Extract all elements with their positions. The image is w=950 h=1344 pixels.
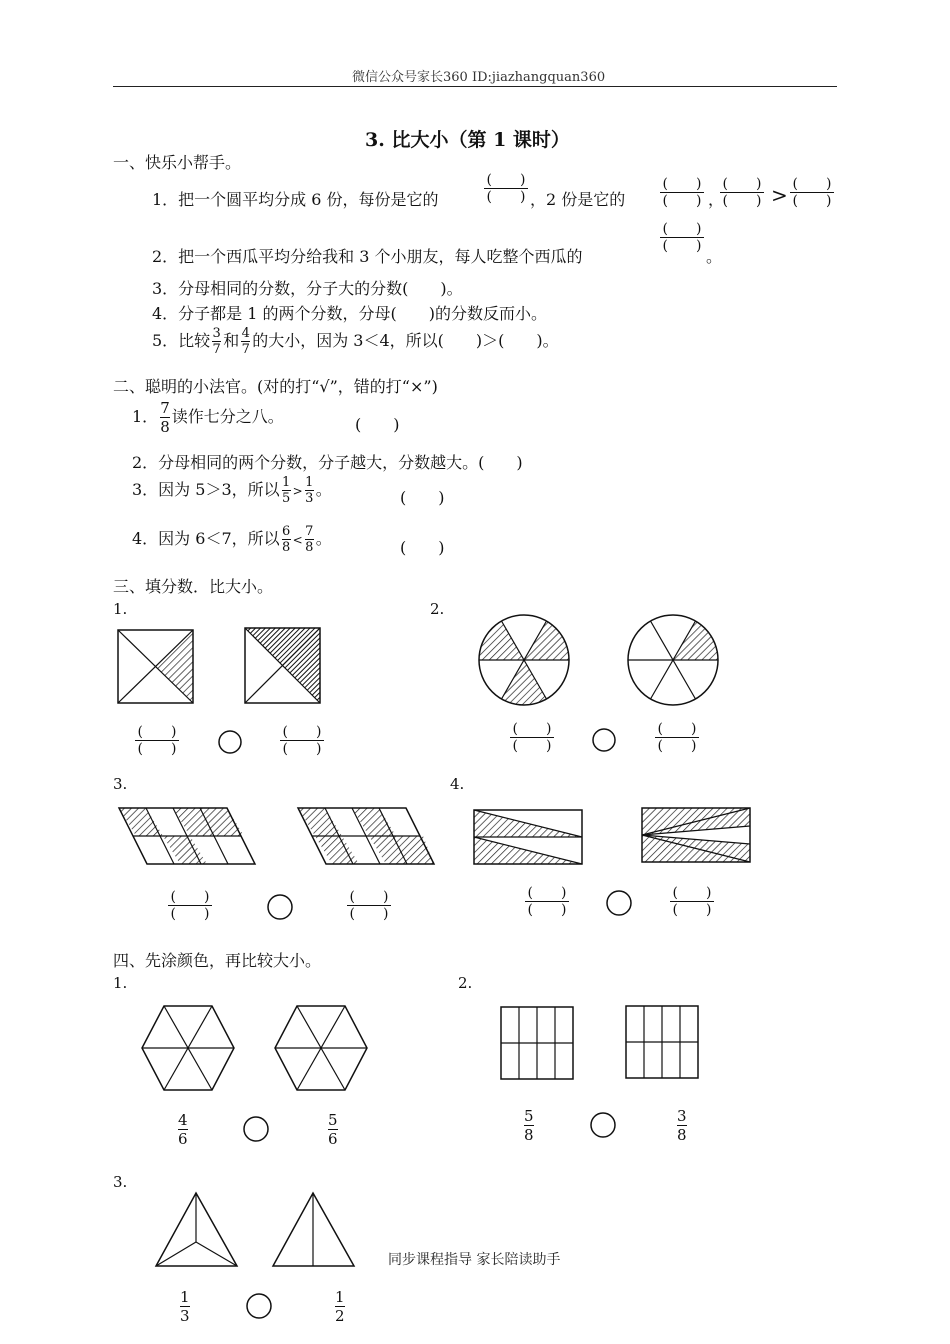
s3-p4-rectangle-left [474, 810, 584, 864]
s2-q1-number: 1． [132, 407, 159, 426]
blank-numerator: ( ) [527, 885, 567, 901]
fraction-numerator: 5 [524, 1107, 534, 1125]
s4-p2-compare-circle[interactable] [590, 1112, 616, 1138]
fraction-numerator: 6 [282, 524, 291, 539]
s3-p3-parallelogram-left [117, 808, 257, 864]
s1-q2-text-b: 。 [706, 247, 723, 266]
s1-q3: 3．分母相同的分数，分子大的分数( )。 [152, 279, 463, 298]
fraction-numerator: 3 [212, 326, 221, 341]
s3-p2-compare-circle[interactable] [592, 728, 616, 752]
s4-p2-fraction-right [675, 1108, 689, 1143]
s3-p2-circle-right [625, 614, 721, 706]
s4-p1-compare-circle[interactable] [243, 1116, 269, 1142]
fraction-numerator: 4 [178, 1111, 188, 1129]
s4-label-2: 2. [458, 974, 473, 992]
s3-label-4: 4. [450, 775, 465, 793]
section-1-heading: 一、快乐小帮手。 [113, 153, 242, 172]
header-divider [113, 86, 837, 87]
s3-p3-parallelogram-right [296, 808, 436, 864]
s3-p1-square-right [245, 628, 320, 703]
s1-q5-text-c: 的大小，因为 3＜4，所以( )＞( )。 [252, 331, 559, 350]
s3-p4-rectangle-right [642, 808, 752, 862]
fraction-numerator: 1 [305, 475, 314, 490]
s4-p3-fraction-right [333, 1289, 347, 1324]
blank-numerator: ( ) [662, 176, 702, 192]
s2-q3 [132, 476, 332, 505]
s2-q1-answer-blank[interactable]: ( ) [355, 415, 400, 434]
fraction-denominator: 5 [282, 491, 291, 506]
fraction-denominator: 3 [305, 491, 314, 506]
s1-q5-text-b: 和 [223, 331, 240, 350]
s1-q5 [152, 327, 559, 356]
blank-denominator: ( ) [349, 906, 389, 922]
s3-p4-blank-right[interactable] [670, 886, 714, 917]
s3-p1-compare-circle[interactable] [218, 730, 242, 754]
fraction-numerator: 1 [282, 475, 291, 490]
s1-q1-blank-4[interactable] [790, 177, 834, 208]
fraction-numerator: 1 [335, 1288, 345, 1306]
s2-q4-text-b: 。 [315, 529, 332, 548]
blank-denominator: ( ) [722, 193, 762, 209]
s4-p3-triangle-right[interactable] [272, 1192, 356, 1268]
fraction-denominator: 8 [524, 1126, 534, 1144]
blank-denominator: ( ) [792, 193, 832, 209]
fraction-numerator: 3 [677, 1107, 687, 1125]
s2-q3-text-b: 。 [315, 480, 332, 499]
s4-p1-hexagon-left[interactable] [141, 1005, 235, 1091]
blank-denominator: ( ) [662, 193, 702, 209]
s4-label-3: 3. [113, 1173, 128, 1191]
blank-denominator: ( ) [657, 738, 697, 754]
s2-q3-answer-blank[interactable]: ( ) [400, 488, 445, 507]
s3-p3-blank-left[interactable] [168, 890, 212, 921]
fraction-numerator: 4 [241, 326, 250, 341]
s4-p1-fraction-left [176, 1112, 190, 1147]
s3-p2-circle-left [476, 614, 572, 706]
s2-q1-text: 读作七分之八。 [171, 407, 284, 426]
s4-label-1: 1. [113, 974, 128, 992]
s4-p1-hexagon-right[interactable] [274, 1005, 368, 1091]
fraction-denominator: 8 [160, 418, 170, 436]
fraction-denominator: 6 [178, 1130, 188, 1148]
s3-label-3: 3. [113, 775, 128, 793]
s2-q2: 2．分母相同的两个分数，分子越大，分数越大。( ) [132, 453, 523, 472]
blank-numerator: ( ) [722, 176, 762, 192]
fraction-numerator: 1 [180, 1288, 190, 1306]
fraction-denominator: 7 [241, 342, 250, 357]
blank-numerator: ( ) [672, 885, 712, 901]
blank-denominator: ( ) [662, 238, 702, 254]
s3-p1-blank-left[interactable] [135, 725, 179, 756]
section-2-heading: 二、聪明的小法官。(对的打“√”，错的打“×”) [113, 377, 438, 396]
blank-denominator: ( ) [512, 738, 552, 754]
s1-q2-blank[interactable] [660, 222, 704, 253]
shaded-part [156, 630, 194, 703]
s4-p2-fraction-left [522, 1108, 536, 1143]
section-3-heading: 三、填分数．比大小。 [113, 577, 274, 596]
blank-denominator: ( ) [170, 906, 210, 922]
s3-label-1: 1. [113, 600, 128, 618]
s2-q4 [132, 525, 332, 554]
s4-p3-fraction-left [178, 1289, 192, 1324]
s3-p3-compare-circle[interactable] [267, 894, 293, 920]
s3-p2-blank-right[interactable] [655, 722, 699, 753]
blank-denominator: ( ) [672, 902, 712, 918]
page-header: 微信公众号家长360 ID:jiazhangquan360 [352, 70, 606, 85]
s4-p2-grid-right[interactable] [625, 1005, 700, 1079]
comparison-sign: > [292, 484, 303, 498]
blank-denominator: ( ) [486, 189, 526, 205]
s2-q1 [132, 400, 284, 435]
blank-numerator: ( ) [349, 889, 389, 905]
s4-p3-compare-circle[interactable] [246, 1293, 272, 1319]
fraction-denominator: 8 [282, 540, 291, 555]
blank-denominator: ( ) [282, 741, 322, 757]
s1-q4: 4．分子都是 1 的两个分数，分母( )的分数反而小。 [152, 304, 548, 323]
fraction-denominator: 2 [335, 1307, 345, 1325]
blank-numerator: ( ) [792, 176, 832, 192]
s3-p4-blank-left[interactable] [525, 886, 569, 917]
section-4-heading: 四、先涂颜色，再比较大小。 [113, 951, 322, 970]
s4-p2-grid-left[interactable] [500, 1006, 575, 1080]
s3-p4-compare-circle[interactable] [606, 890, 632, 916]
fraction-numerator: 5 [328, 1111, 338, 1129]
s1-q1-blank-1[interactable] [484, 173, 528, 204]
s1-q1-blank-2[interactable] [660, 177, 704, 208]
blank-denominator: ( ) [137, 741, 177, 757]
s1-q1-blank-3[interactable] [720, 177, 764, 208]
fraction-denominator: 8 [677, 1126, 687, 1144]
fraction-denominator: 7 [212, 342, 221, 357]
s3-p3-blank-right[interactable] [347, 890, 391, 921]
blank-denominator: ( ) [527, 902, 567, 918]
blank-numerator: ( ) [657, 721, 697, 737]
blank-numerator: ( ) [170, 889, 210, 905]
s3-p1-square-left [118, 630, 193, 703]
s4-p3-triangle-left[interactable] [155, 1192, 239, 1268]
fraction-numerator: 7 [305, 524, 314, 539]
s2-q4-answer-blank[interactable]: ( ) [400, 538, 445, 557]
blank-numerator: ( ) [282, 724, 322, 740]
fraction-denominator: 3 [180, 1307, 190, 1325]
s3-p2-blank-left[interactable] [510, 722, 554, 753]
s1-q1-text-b: ，2 份是它的 [530, 190, 626, 209]
fraction-denominator: 6 [328, 1130, 338, 1148]
page-footer: 同步课程指导 家长陪读助手 [388, 1252, 561, 1268]
s1-q1-comma: ， [708, 190, 725, 209]
s1-q1-text-a: 1．把一个圆平均分成 6 份，每份是它的 [152, 190, 439, 209]
s4-p1-fraction-right [326, 1112, 340, 1147]
fraction-denominator: 8 [305, 540, 314, 555]
s2-q4-text-a: 4．因为 6＜7，所以 [132, 529, 280, 548]
blank-numerator: ( ) [137, 724, 177, 740]
blank-numerator: ( ) [512, 721, 552, 737]
s1-q1-greater-sign: > [771, 183, 788, 207]
s2-q3-text-a: 3．因为 5＞3，所以 [132, 480, 280, 499]
s1-q2-text-a: 2．把一个西瓜平均分给我和 3 个小朋友，每人吃整个西瓜的 [152, 247, 583, 266]
comparison-sign: < [292, 533, 303, 547]
page-title: 3. 比大小（第 1 课时） [365, 129, 570, 151]
fraction-numerator: 7 [160, 399, 170, 417]
blank-numerator: ( ) [662, 221, 702, 237]
blank-numerator: ( ) [486, 172, 526, 188]
s3-p1-blank-right[interactable] [280, 725, 324, 756]
s3-label-2: 2. [430, 600, 445, 618]
s1-q5-text-a: 5．比较 [152, 331, 211, 350]
